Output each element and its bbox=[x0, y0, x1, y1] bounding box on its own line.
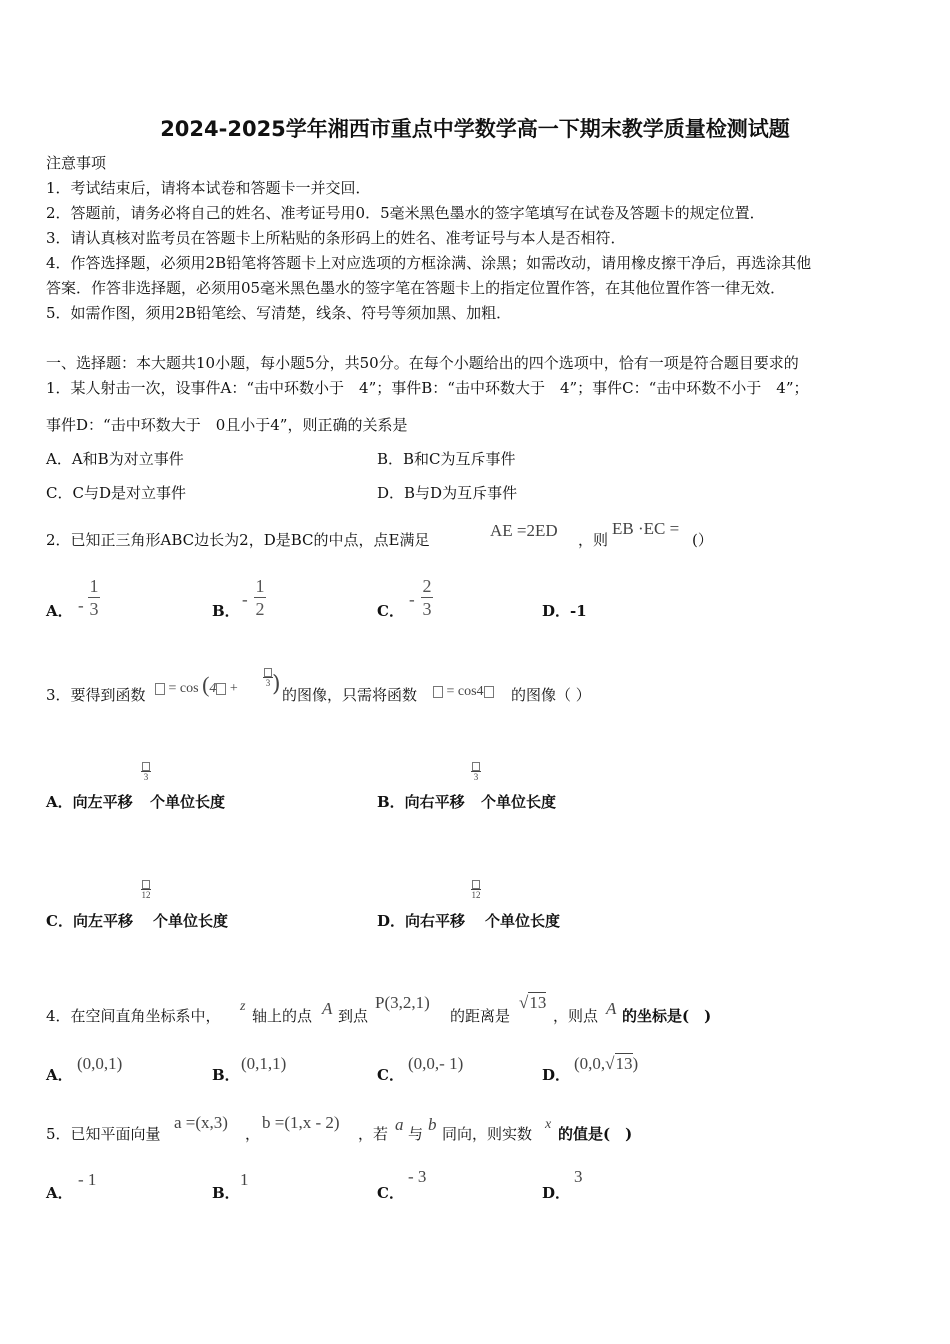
q5-stem-4: 同向，则实数 bbox=[442, 1125, 533, 1143]
q4-stem: 4．在空间直角坐标系中， bbox=[46, 1007, 221, 1025]
q5-option-a: - 1 bbox=[78, 1170, 97, 1189]
q3-option-a-fraction: 3 bbox=[141, 762, 151, 782]
q5-stem: 5．已知平面向量 bbox=[46, 1125, 161, 1143]
notice-heading: 注意事项 bbox=[46, 154, 107, 172]
q5-option-b-label: B． bbox=[212, 1184, 240, 1202]
q3-stem-end: 的图像（ ） bbox=[511, 686, 591, 704]
q5-option-a-label: A． bbox=[46, 1184, 73, 1202]
q2-option-c-sign: - bbox=[409, 590, 415, 609]
placeholder-glyph-icon bbox=[155, 683, 165, 695]
q4-option-b: (0,1,1) bbox=[241, 1054, 287, 1073]
notice-item-4: 4．作答选择题，必须用2B铅笔将答题卡上对应选项的方框涂满、涂黑；如需改动，请用橡皮擦干净后，再选涂其他 bbox=[46, 254, 812, 272]
q5-symbol-x: x bbox=[545, 1117, 552, 1132]
q3-option-d: D．向右平移 bbox=[377, 912, 466, 930]
placeholder-glyph-icon bbox=[484, 686, 494, 698]
q4-stem-4: 的距离是 bbox=[450, 1007, 511, 1025]
placeholder-glyph-icon bbox=[142, 762, 150, 771]
q2-stem: 2．已知正三角形ABC边长为2，D是BC的中点，点E满足 bbox=[46, 531, 430, 549]
q2-expression: EB ·EC = bbox=[612, 519, 680, 538]
placeholder-glyph-icon bbox=[264, 668, 272, 677]
q5-option-b: 1 bbox=[240, 1170, 249, 1189]
q1-option-d: D．B与D为互斥事件 bbox=[377, 484, 518, 502]
q2-option-a-label: A． bbox=[46, 602, 73, 620]
q4-option-c-label: C． bbox=[377, 1066, 404, 1084]
q4-option-a: (0,0,1) bbox=[77, 1054, 123, 1073]
q2-option-a-fraction: 1 3 bbox=[89, 576, 99, 619]
q4-point-a: A bbox=[322, 999, 333, 1018]
q3-option-b-fraction: 3 bbox=[471, 762, 481, 782]
q1-option-a: A．A和B为对立事件 bbox=[46, 450, 184, 468]
q4-point-a-2: A bbox=[606, 999, 617, 1018]
q4-stem-2: 轴上的点 bbox=[252, 1007, 313, 1025]
q3-option-c-fraction: 12 bbox=[141, 880, 151, 900]
q3-stem-mid: 的图像，只需将函数 bbox=[282, 686, 418, 704]
q3-option-d-unit: 个单位长度 bbox=[485, 912, 561, 930]
section-heading: 一、选择题：本大题共10小题，每小题5分，共50分。在每个小题给出的四个选项中，恰有一项是符合题目要求的 bbox=[46, 354, 799, 372]
q4-axis-z: z bbox=[240, 999, 246, 1014]
placeholder-glyph-icon bbox=[433, 686, 443, 698]
q3-target-fraction: 3 bbox=[263, 668, 273, 688]
q3-source-function: = cos4 bbox=[433, 684, 494, 700]
notice-item-2: 2．答题前，请务必将自己的姓名、准考证号用0．5毫米黑色墨水的签字笔填写在试卷及答题卡的规定位置． bbox=[46, 204, 765, 222]
notice-item-4-cont: 答案．作答非选择题，必须用05毫米黑色墨水的签字笔在答题卡上的指定位置作答，在其他位置作答一律无效． bbox=[46, 279, 786, 297]
placeholder-glyph-icon bbox=[216, 683, 226, 695]
q5-symbol-a: a bbox=[395, 1115, 404, 1134]
q4-stem-5: ，则点 bbox=[553, 1007, 599, 1025]
q3-option-c-unit: 个单位长度 bbox=[153, 912, 229, 930]
page-title: 2024-2025学年湘西市重点中学数学高一下期末教学质量检测试题 bbox=[160, 117, 790, 141]
notice-item-3: 3．请认真核对监考员在答题卡上所粘贴的条形码上的姓名、准考证号与本人是否相符． bbox=[46, 229, 626, 247]
q5-option-d-label: D． bbox=[542, 1184, 571, 1202]
q3-option-b: B．向右平移 bbox=[377, 793, 465, 811]
placeholder-glyph-icon bbox=[472, 880, 480, 889]
q4-option-b-label: B． bbox=[212, 1066, 240, 1084]
q2-stem-end: (） bbox=[692, 531, 713, 549]
q2-option-b-label: B． bbox=[212, 602, 240, 620]
q2-stem-mid: ，则 bbox=[578, 531, 609, 549]
q2-option-c-label: C． bbox=[377, 602, 404, 620]
notice-item-5: 5．如需作图，须用2B铅笔绘、写清楚，线条、符号等须加黑、加粗． bbox=[46, 304, 512, 322]
q5-option-d: 3 bbox=[574, 1167, 583, 1186]
q5-stem-3: 与 bbox=[408, 1125, 424, 1143]
placeholder-glyph-icon bbox=[472, 762, 480, 771]
q4-point-p: P(3,2,1) bbox=[375, 993, 430, 1012]
q3-close-paren: ) bbox=[272, 672, 281, 697]
q4-option-c: (0,0,- 1) bbox=[408, 1054, 464, 1073]
q4-option-a-label: A． bbox=[46, 1066, 73, 1084]
q3-option-c: C．向左平移 bbox=[46, 912, 133, 930]
q5-vector-b: b =(1,x - 2) bbox=[262, 1113, 340, 1132]
notice-item-1: 1．考试结束后，请将本试卷和答题卡一并交回． bbox=[46, 179, 371, 197]
q4-stem-3: 到点 bbox=[338, 1007, 369, 1025]
q3-option-a: A．向左平移 bbox=[46, 793, 133, 811]
q4-stem-end: 的坐标是( ) bbox=[622, 1007, 712, 1025]
q3-target-function: = cos (4 + bbox=[155, 672, 238, 698]
q2-option-b-sign: - bbox=[242, 590, 248, 609]
q1-option-b: B．B和C为互斥事件 bbox=[377, 450, 516, 468]
q4-distance: √13 bbox=[519, 993, 547, 1012]
q5-symbol-b: b bbox=[428, 1115, 437, 1134]
q2-option-c-fraction: 2 3 bbox=[422, 576, 432, 619]
q5-option-c: - 3 bbox=[408, 1167, 427, 1186]
q2-option-b-fraction: 1 2 bbox=[255, 576, 265, 619]
q2-option-a-sign: - bbox=[78, 596, 84, 615]
placeholder-glyph-icon bbox=[142, 880, 150, 889]
q5-stem-end: 的值是( ) bbox=[558, 1125, 633, 1143]
q5-vector-a: a =(x,3) bbox=[174, 1113, 228, 1132]
q3-stem: 3．要得到函数 bbox=[46, 686, 146, 704]
q4-option-d-label: D． bbox=[542, 1066, 571, 1084]
q5-stem-2: ，若 bbox=[358, 1125, 389, 1143]
q1-stem-line1: 1．某人射击一次，设事件A：“击中环数小于 4”；事件B：“击中环数大于 4”；事件C：“击中环数不小于 4”； bbox=[46, 379, 809, 397]
q3-option-a-unit: 个单位长度 bbox=[150, 793, 226, 811]
q3-option-b-unit: 个单位长度 bbox=[481, 793, 557, 811]
q3-option-d-fraction: 12 bbox=[471, 880, 481, 900]
q2-condition: AE =2ED bbox=[490, 521, 558, 540]
q1-stem-line2: 事件D：“击中环数大于 0且小于4”，则正确的关系是 bbox=[46, 416, 408, 434]
q1-option-c: C．C与D是对立事件 bbox=[46, 484, 186, 502]
q5-option-c-label: C． bbox=[377, 1184, 404, 1202]
q2-option-d: D．-1 bbox=[542, 602, 587, 620]
q4-option-d: (0,0,√13) bbox=[574, 1054, 639, 1073]
q5-comma: ， bbox=[245, 1125, 261, 1143]
